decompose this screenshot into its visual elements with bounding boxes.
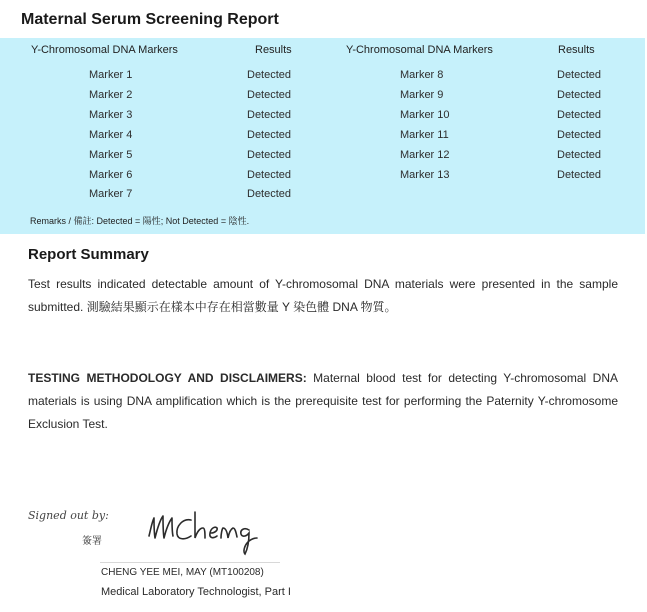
right-result-10: Detected — [557, 109, 602, 121]
signer-name: CHENG YEE MEI, MAY (MT100208) — [101, 567, 264, 578]
left-result-4: Detected — [247, 129, 292, 141]
right-marker-10: Marker 10 — [400, 109, 450, 121]
left-result-5: Detected — [247, 149, 292, 161]
signed-out-label-cn: 簽署 — [82, 536, 102, 547]
left-results-header: Results — [255, 44, 292, 56]
left-result-3: Detected — [247, 109, 292, 121]
markers-panel — [0, 38, 645, 234]
right-marker-12: Marker 12 — [400, 149, 450, 161]
left-result-7: Detected — [247, 188, 292, 200]
left-result-2: Detected — [247, 89, 292, 101]
right-result-8: Detected — [557, 69, 602, 81]
right-marker-header: Y-Chromosomal DNA Markers — [346, 44, 493, 56]
left-result-6: Detected — [247, 169, 292, 181]
right-marker-11: Marker 11 — [400, 129, 449, 141]
left-marker-2: Marker 2 — [89, 89, 133, 101]
remarks-note: Remarks / 備註: Detected = 陽性; Not Detected = 陰性. — [30, 216, 250, 226]
left-marker-6: Marker 6 — [89, 169, 133, 181]
right-marker-9: Marker 9 — [400, 89, 444, 101]
right-marker-8: Marker 8 — [400, 69, 444, 81]
right-result-9: Detected — [557, 89, 602, 101]
summary-text: Test results indicated detectable amount of Y-chromosomal DNA materials were presented in the sample submitted. 測驗結果顯示在樣本中存在相當數量 Y 染色體 DNA 物質。 — [28, 277, 618, 314]
report-title: Maternal Serum Screening Report — [21, 11, 279, 28]
methodology-paragraph — [28, 367, 618, 436]
handwritten-signature — [145, 508, 260, 556]
methodology-text: Maternal blood test for detecting Y-chromosomal DNA materials is using DNA amplification which is the prerequisite test for performing the Paternity Y-chromosome Exclusion Test. — [28, 371, 618, 431]
methodology-label: TESTING METHODOLOGY AND DISCLAIMERS: — [28, 371, 307, 385]
left-marker-1: Marker 1 — [89, 69, 133, 81]
summary-title: Report Summary — [28, 246, 149, 263]
right-results-header: Results — [558, 44, 595, 56]
signed-out-label: Signed out by: — [28, 509, 109, 522]
right-result-12: Detected — [557, 149, 602, 161]
left-marker-5: Marker 5 — [89, 149, 133, 161]
right-result-11: Detected — [557, 129, 602, 141]
left-marker-header: Y-Chromosomal DNA Markers — [31, 44, 178, 56]
left-marker-7: Marker 7 — [89, 188, 133, 200]
signature-line — [100, 562, 280, 563]
right-marker-13: Marker 13 — [400, 169, 450, 181]
signer-position: Medical Laboratory Technologist, Part I — [101, 586, 291, 598]
left-marker-3: Marker 3 — [89, 109, 133, 121]
right-result-13: Detected — [557, 169, 602, 181]
left-marker-4: Marker 4 — [89, 129, 133, 141]
left-result-1: Detected — [247, 69, 292, 81]
